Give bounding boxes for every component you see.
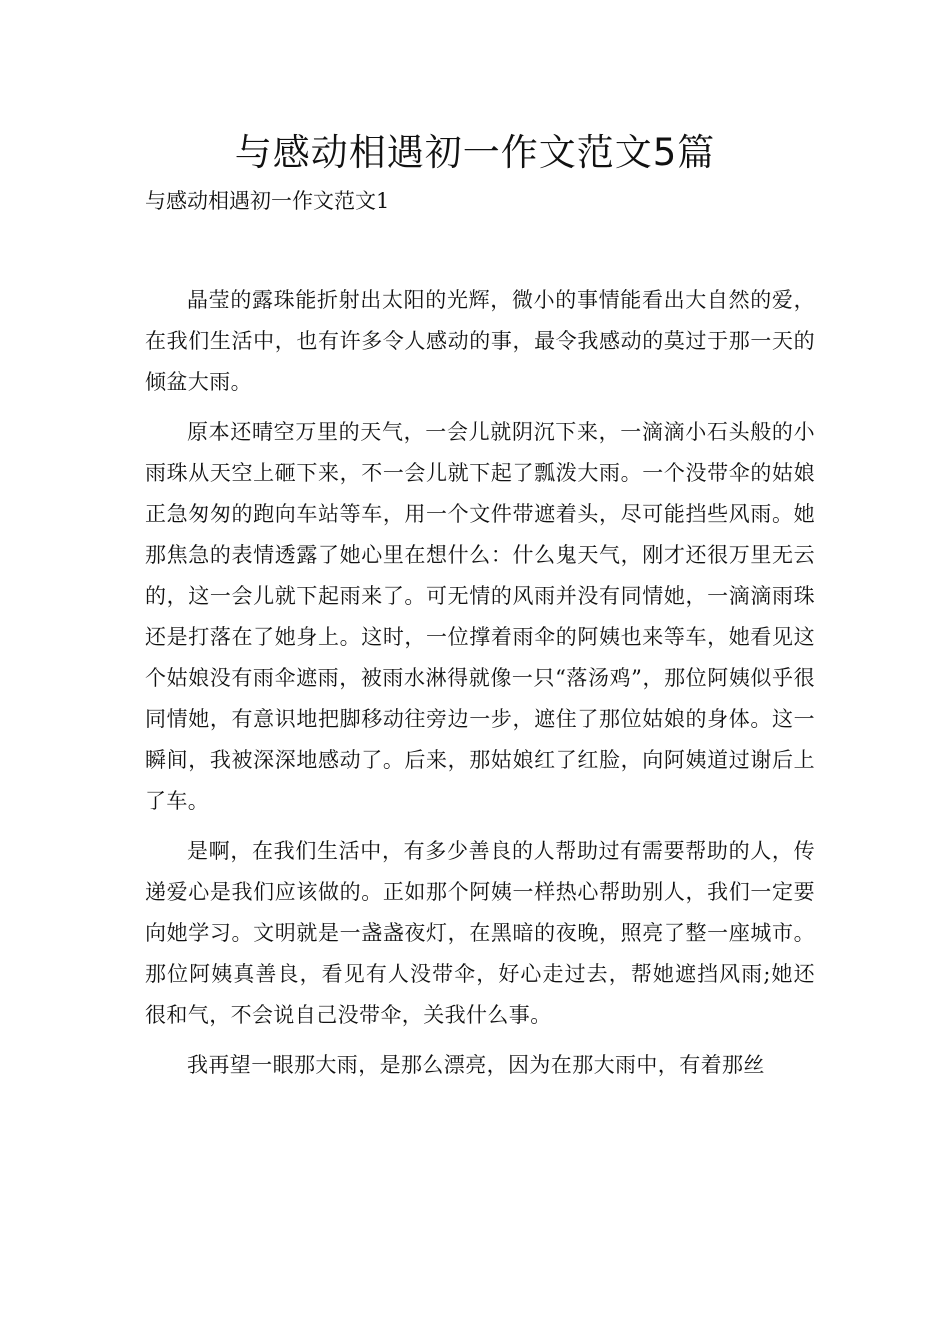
paragraph-2: 原本还晴空万里的天气，一会儿就阴沉下来，一滴滴小石头般的小雨珠从天空上砸下来，不一会儿就下起了瓢泼大雨。一个没带伞的姑娘正急匆匆的跑向车站等车，用一个文件带遮着头，尽可能挡些风雨。她那焦急的表情透露了她心里在想什么：什么鬼天气，刚才还很万里无云的，这一会儿就下起雨来了。可无情的风雨并没有同情她，一滴滴雨珠还是打落在了她身上。这时，一位撑着雨伞的阿姨也来等车，她看见这个姑娘没有雨伞遮雨，被雨水淋得就像一只“落汤鸡”，那位阿姨似乎很同情她，有意识地把脚移动往旁边一步，遮住了那位姑娘的身体。这一瞬间，我被深深地感动了。后来，那姑娘红了红脸，向阿姨道过谢后上了车。: [145, 420, 815, 813]
paragraph-1: 晶莹的露珠能折射出太阳的光辉，微小的事情能看出大自然的爱，在我们生活中，也有许多令人感动的事，最令我感动的莫过于那一天的倾盆大雨。: [145, 288, 815, 394]
article-body: [145, 280, 815, 1086]
paragraph-4: 我再望一眼那大雨，是那么漂亮，因为在那大雨中，有着那丝: [187, 1053, 765, 1077]
section-heading: 与感动相遇初一作文范文1: [145, 189, 390, 213]
paragraph-3: 是啊，在我们生活中，有多少善良的人帮助过有需要帮助的人，传递爱心是我们应该做的。正如那个阿姨一样热心帮助别人，我们一定要向她学习。文明就是一盏盏夜灯，在黑暗的夜晚，照亮了整一座城市。那位阿姨真善良，看见有人没带伞，好心走过去，帮她遮挡风雨;她还很和气，不会说自己没带伞，关我什么事。: [145, 839, 815, 1027]
document-title: 与感动相遇初一作文范文5篇: [234, 131, 716, 174]
